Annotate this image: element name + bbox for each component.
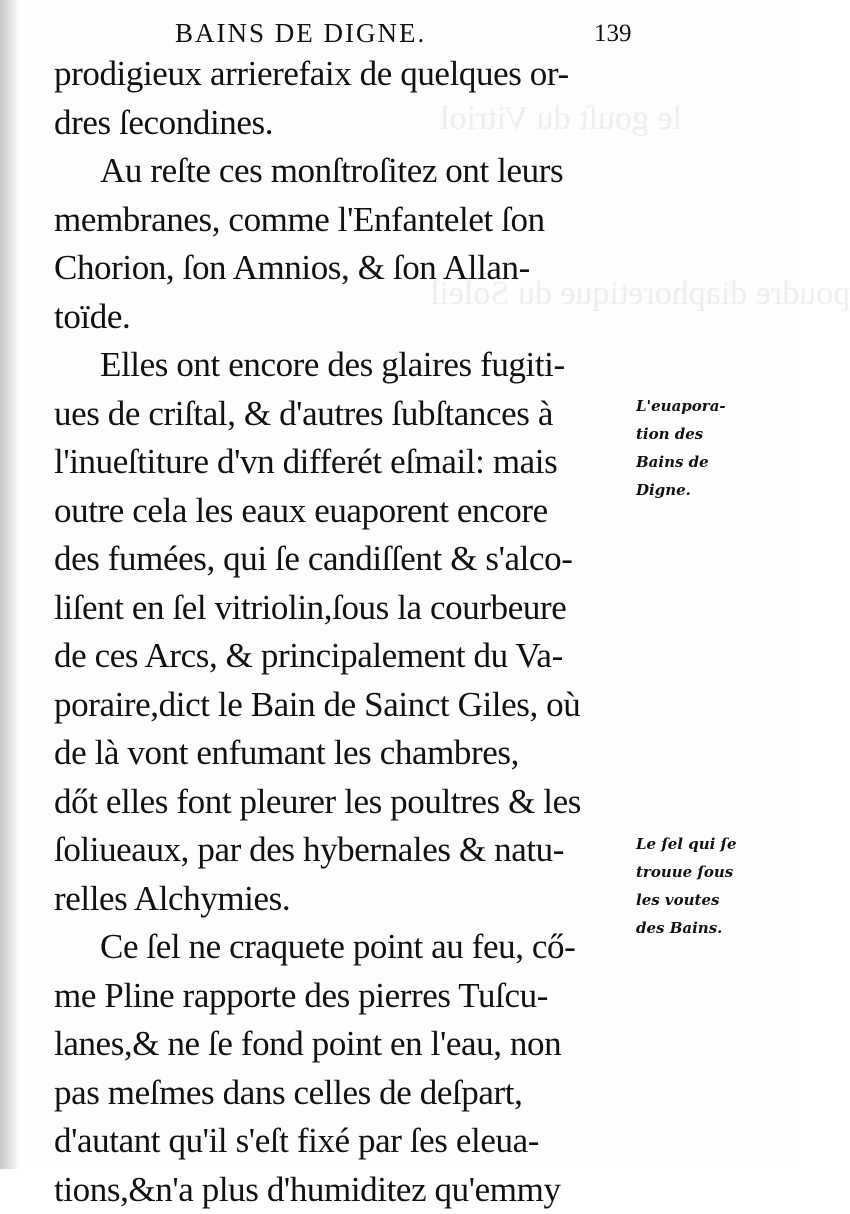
- margin-note-line: tion des: [636, 420, 764, 448]
- text-line: outre cela les eaux euaporent encore: [54, 487, 634, 536]
- main-text-block: [54, 50, 634, 1214]
- margin-note-line: Bains de: [636, 448, 764, 476]
- margin-note-line: des Bains.: [636, 914, 764, 942]
- text-line: tions,&n'a plus d'humiditez qu'emmy: [54, 1166, 634, 1214]
- page-header: [0, 12, 800, 52]
- running-title: BAINS DE DIGNE.: [175, 18, 426, 49]
- text-line: Chorion, ſon Amnios, & ſon Allan-: [54, 244, 634, 293]
- text-line: Ce ſel ne craquete point au feu, cő-: [54, 923, 634, 972]
- text-line: pas meſmes dans celles de deſpart,: [54, 1069, 634, 1118]
- margin-note-line: L'euapora-: [636, 392, 764, 420]
- page-gutter-shadow: [0, 0, 20, 1169]
- text-line: membranes, comme l'Enfantelet ſon: [54, 196, 634, 245]
- text-line: me Pline rapporte des pierres Tuſcu-: [54, 972, 634, 1021]
- margin-note-evaporation: [636, 392, 764, 504]
- text-line: Elles ont encore des glaires fugiti-: [54, 341, 634, 390]
- margin-note-line: trouue ſous: [636, 858, 764, 886]
- text-line: dres ſecondines.: [54, 99, 634, 148]
- text-line: de là vont enfumant les chambres,: [54, 729, 634, 778]
- bleed-through-text: le gouſt du Vitriol: [440, 100, 682, 138]
- margin-note-salt: [636, 830, 764, 942]
- text-line: des fumées, qui ſe candiſſent & s'alco-: [54, 535, 634, 584]
- text-line: d'autant qu'il s'eſt fixé par ſes eleua-: [54, 1117, 634, 1166]
- text-line: l'inueſtiture d'vn differét eſmail: mais: [54, 438, 634, 487]
- margin-note-line: les voutes: [636, 886, 764, 914]
- text-line: poraire,dict le Bain de Sainct Giles, où: [54, 681, 634, 730]
- text-line: ues de criſtal, & d'autres ſubſtances à: [54, 390, 634, 439]
- page-number: 139: [594, 20, 632, 48]
- margin-note-line: Le ſel qui ſe: [636, 830, 764, 858]
- text-line: Au reſte ces monſtroſitez ont leurs: [54, 147, 634, 196]
- text-line: toïde.: [54, 293, 634, 342]
- text-line: liſent en ſel vitriolin,ſous la courbeure: [54, 584, 634, 633]
- bleed-through-text: poudre diaphoretique du Soleil: [430, 275, 850, 313]
- text-line: lanes,& ne ſe fond point en l'eau, non: [54, 1020, 634, 1069]
- text-line: prodigieux arrierefaix de quelques or-: [54, 50, 634, 99]
- text-line: ſoliueaux, par des hybernales & natu-: [54, 826, 634, 875]
- text-line: dőt elles font pleurer les poultres & les: [54, 778, 634, 827]
- margin-note-line: Digne.: [636, 476, 764, 504]
- text-line: de ces Arcs, & principalement du Va-: [54, 632, 634, 681]
- text-line: relles Alchymies.: [54, 875, 634, 924]
